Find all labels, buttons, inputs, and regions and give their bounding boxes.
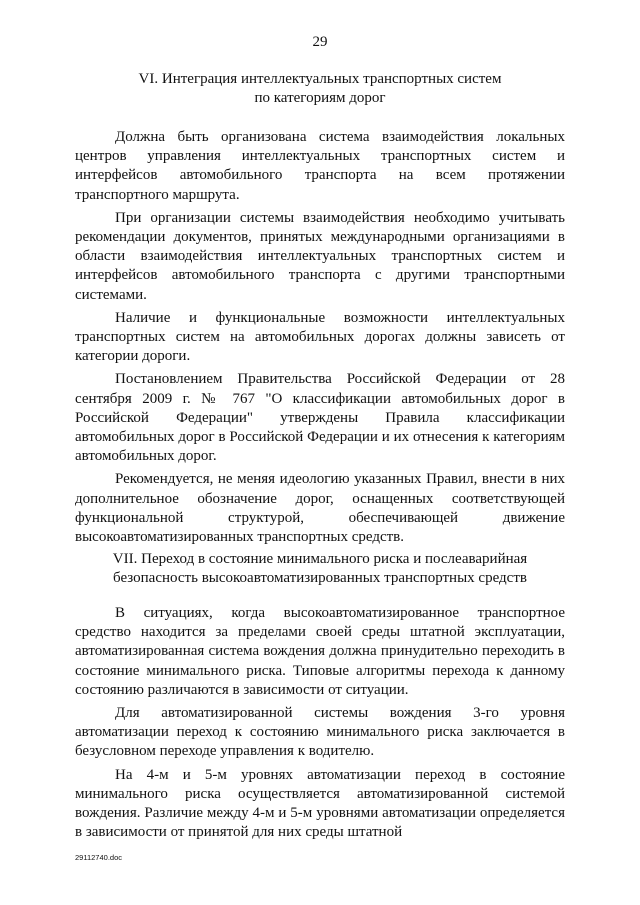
section-6-heading-line-1: VI. Интеграция интеллектуальных транспортных систем [138, 71, 502, 87]
section-6-paragraph: Рекомендуется, не меняя идеологию указанных Правил, внести в них дополнительное обозначение дорог, оснащенных соответствующей функциональной структурой, обеспечивающей движение высокоавтоматизированных транспортных средств. [75, 471, 565, 546]
section-6-heading [75, 70, 565, 108]
section-7-heading [75, 550, 565, 588]
section-7-body [75, 604, 565, 842]
section-7-heading-line-1: VII. Переход в состояние минимального риска и послеаварийная [112, 551, 528, 567]
footer-filename: 29112740.doc [75, 853, 122, 862]
section-7-heading-line-2: безопасность высокоавтоматизированных транспортных средств [113, 570, 527, 587]
section-7-paragraph: В ситуациях, когда высокоавтоматизированное транспортное средство находится за пределами своей среды штатной эксплуатации, автоматизированная система вождения должна принудительно переходить в состояние минимального риска. Типовые алгоритмы перехода к данному состоянию различаются в зависимости от ситуации. [75, 605, 565, 698]
section-6-body [75, 128, 565, 547]
section-6-paragraph: При организации системы взаимодействия необходимо учитывать рекомендации документов, принятых международными организациями в области взаимодействия интеллектуальных транспортных систем и интерфейсов автомобильного транспорта с другими транспортными системами. [75, 209, 565, 303]
section-6-paragraph: Постановлением Правительства Российской Федерации от 28 сентября 2009 г. № 767 "О классификации автомобильных дорог в Российской Федерации" утверждены Правила классификации автомобильных дорог в Российской Федерации и их отнесения к категориям автомобильных дорог. [75, 371, 565, 465]
section-6-heading-line-2: по категориям дорог [254, 90, 386, 107]
section-6-paragraph: Должна быть организована система взаимодействия локальных центров управления интеллектуальных транспортных систем и интерфейсов автомобильного транспорта на всем протяжении транспортного маршрута. [75, 129, 565, 203]
section-7-paragraph: На 4-м и 5-м уровнях автоматизации переход в состояние минимального риска осуществляется автоматизированной системой вождения. Различие между 4-м и 5-м уровнями автоматизации определяется в зависимости от принятой для них среды штатной [75, 766, 565, 841]
section-6-paragraph: Наличие и функциональные возможности интеллектуальных транспортных систем на автомобильных дорогах должны зависеть от категории дороги. [75, 309, 565, 365]
page-number: 29 [312, 34, 328, 50]
section-7-paragraph: Для автоматизированной системы вождения 3-го уровня автоматизации переход к состоянию минимального риска заключается в безусловном переходе управления к водителю. [75, 705, 565, 760]
